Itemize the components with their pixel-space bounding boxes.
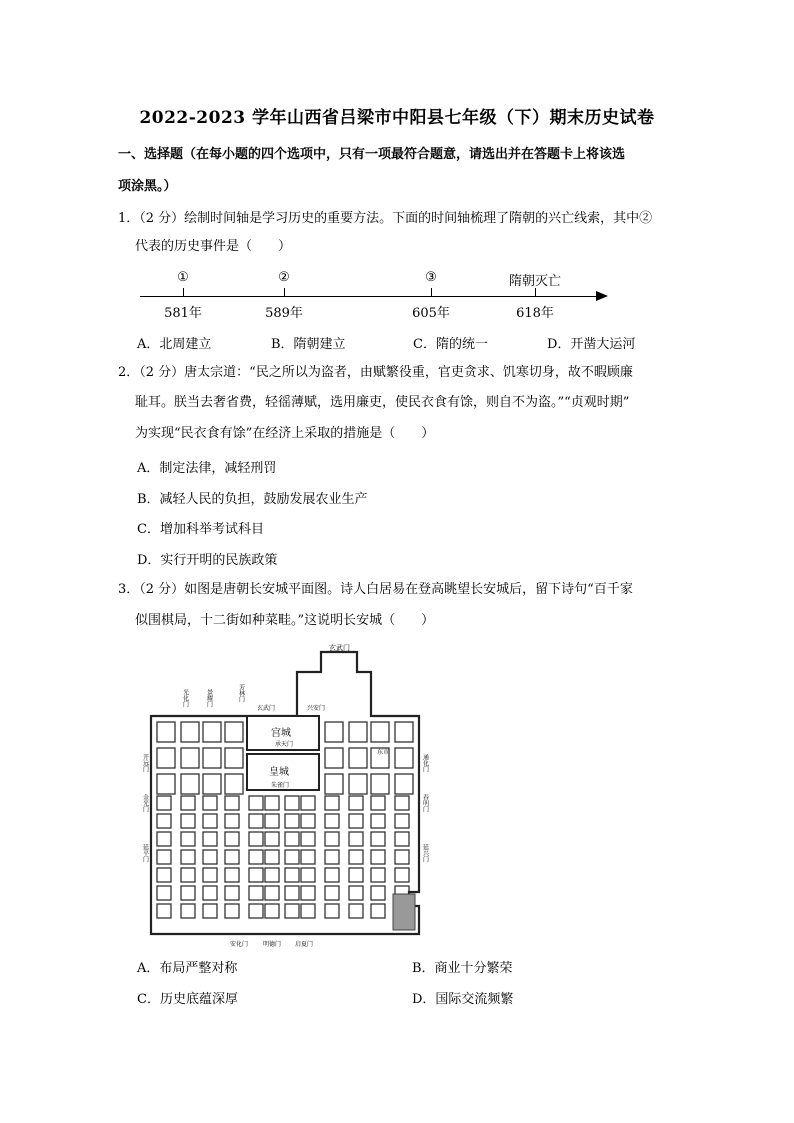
east-gate-3: 延兴门 <box>421 844 429 862</box>
q2-stem-line1: 2．（2 分）唐太宗道：“民之所以为盗者，由赋繁役重，官吏贪求、饥寒切身，故不暇顾廉 <box>118 365 633 380</box>
city-ward-block <box>325 832 339 846</box>
imperial-label: 皇城 <box>269 767 289 778</box>
city-ward-block <box>249 832 263 846</box>
market-east <box>393 894 415 930</box>
city-ward-block <box>249 868 263 882</box>
q1-option-b[interactable]: B．隋朝建立 <box>271 337 346 352</box>
timeline-arrow-icon <box>596 291 608 301</box>
city-ward-block <box>285 850 299 864</box>
city-ward-block <box>157 886 171 900</box>
q2-stem-line3: 为实现“民衣食有馀”在经济上采取的措施是（ ） <box>135 426 435 441</box>
city-ward-block <box>325 748 343 768</box>
city-ward-block <box>395 796 409 810</box>
q2-option-a[interactable]: A．制定法律，减轻刑罚 <box>137 461 277 476</box>
north-gate-2: 景耀门 <box>205 689 213 707</box>
timeline-axis <box>140 296 598 297</box>
city-ward-block <box>325 850 339 864</box>
city-ward-block <box>301 868 315 882</box>
city-ward-block <box>395 850 409 864</box>
city-ward-block <box>325 796 339 810</box>
city-ward-block <box>371 868 385 882</box>
city-ward-block <box>285 904 299 918</box>
q1-option-d[interactable]: D．开凿大运河 <box>547 337 636 352</box>
timeline-tick <box>535 288 536 297</box>
section-heading-line1: 一、选择题（在每小题的四个选项中，只有一项最符合题意，请选出并在答题卡上将该选 <box>118 147 626 162</box>
q1-option-a[interactable]: A．北周建立 <box>137 337 212 352</box>
city-ward-block <box>157 748 175 768</box>
timeline-year: 605年 <box>412 306 450 321</box>
timeline-year: 589年 <box>265 306 303 321</box>
q1-option-c[interactable]: C．隋的统一 <box>413 337 488 352</box>
city-ward-block <box>203 722 221 742</box>
city-ward-block <box>349 748 367 768</box>
timeline-year: 581年 <box>164 306 202 321</box>
south-gate-2: 明德门 <box>263 941 282 948</box>
city-ward-block <box>349 832 363 846</box>
city-ward-block <box>371 832 385 846</box>
south-gate-1: 安化门 <box>230 941 249 948</box>
city-ward-block <box>265 850 279 864</box>
city-ward-block <box>181 814 195 828</box>
q3-stem-line2: 似围棋局，十二街如种菜畦。”这说明长安城（ ） <box>135 613 435 628</box>
city-ward-block <box>349 886 363 900</box>
city-ward-block <box>249 850 263 864</box>
city-ward-block <box>249 796 263 810</box>
city-ward-block <box>285 832 299 846</box>
west-gate-3: 延平门 <box>141 844 149 862</box>
city-ward-block <box>265 814 279 828</box>
changan-city-map <box>141 644 445 948</box>
city-ward-block <box>371 796 385 810</box>
city-ward-block <box>395 774 413 794</box>
q2-option-d[interactable]: D．实行开明的民族政策 <box>137 553 278 568</box>
north-gate-5: 兴安门 <box>307 705 326 712</box>
q2-stem-line2: 耻耳。朕当去奢省费，轻徭薄赋，选用廉吏，使民衣食有馀，则自不为盗。”“贞观时期” <box>135 395 630 410</box>
north-gate-3: 芳林门 <box>237 684 245 702</box>
city-ward-block <box>225 748 243 768</box>
q3-option-d[interactable]: D．国际交流频繁 <box>412 992 514 1007</box>
city-ward-block <box>301 886 315 900</box>
city-ward-block <box>157 832 171 846</box>
q2-option-c[interactable]: C．增加科举考试科目 <box>137 522 264 537</box>
west-gate-2: 金光门 <box>141 794 149 812</box>
city-ward-block <box>301 832 315 846</box>
timeline-tick <box>183 288 184 297</box>
city-ward-block <box>249 904 263 918</box>
city-ward-block <box>265 886 279 900</box>
city-ward-block <box>325 904 339 918</box>
city-ward-block <box>395 832 409 846</box>
city-ward-block <box>349 904 363 918</box>
q1-timeline <box>135 266 615 326</box>
city-ward-block <box>181 850 195 864</box>
city-ward-block <box>203 796 217 810</box>
city-ward-block <box>181 868 195 882</box>
city-ward-block <box>225 850 239 864</box>
city-ward-block <box>395 748 413 768</box>
city-ward-block <box>349 722 367 742</box>
city-ward-block <box>349 774 367 794</box>
city-ward-block <box>325 774 343 794</box>
city-ward-block <box>349 796 363 810</box>
city-ward-block <box>203 774 221 794</box>
city-ward-block <box>225 868 239 882</box>
city-ward-block <box>349 850 363 864</box>
section-heading-line2: 项涂黑。） <box>118 179 177 194</box>
palace-gate-label: 承天门 <box>275 741 294 748</box>
city-ward-block <box>203 814 217 828</box>
city-ward-block <box>265 832 279 846</box>
north-gate-4: 玄武门 <box>257 705 276 712</box>
north-gate-1: 光化门 <box>181 689 189 707</box>
city-ward-block <box>181 722 199 742</box>
city-ward-block <box>371 774 389 794</box>
city-ward-block <box>301 814 315 828</box>
city-ward-block <box>371 886 385 900</box>
city-ward-block <box>301 904 315 918</box>
city-ward-block <box>181 796 195 810</box>
page-title: 2022-2023 学年山西省吕梁市中阳县七年级（下）期末历史试卷 <box>139 108 655 128</box>
city-ward-block <box>225 796 239 810</box>
south-gate-3: 启夏门 <box>295 941 314 948</box>
east-gate-1: 通化门 <box>421 754 429 772</box>
city-ward-block <box>157 774 175 794</box>
city-ward-block <box>203 850 217 864</box>
city-ward-block <box>225 774 243 794</box>
city-ward-block <box>157 722 175 742</box>
imperial-gate-label: 朱雀门 <box>271 782 290 789</box>
city-ward-block <box>325 722 343 742</box>
city-ward-block <box>371 722 389 742</box>
city-ward-block <box>225 814 239 828</box>
palace-label: 宫城 <box>271 728 291 739</box>
city-ward-block <box>285 868 299 882</box>
city-ward-block <box>285 886 299 900</box>
q3-option-b[interactable]: B．商业十分繁荣 <box>412 961 513 976</box>
city-ward-block <box>157 904 171 918</box>
city-ward-block <box>203 886 217 900</box>
city-ward-block <box>249 886 263 900</box>
city-ward-block <box>395 814 409 828</box>
timeline-tick <box>284 288 285 297</box>
timeline-year: 618年 <box>516 306 554 321</box>
city-ward-block <box>157 814 171 828</box>
city-ward-block <box>181 886 195 900</box>
city-ward-block <box>325 814 339 828</box>
timeline-tick <box>431 288 432 297</box>
city-ward-block <box>325 868 339 882</box>
city-ward-block <box>395 868 409 882</box>
city-ward-block <box>181 774 199 794</box>
city-ward-block <box>157 796 171 810</box>
city-ward-block <box>157 850 171 864</box>
timeline-mark-3: ③ <box>425 270 437 285</box>
q3-stem-line1: 3．（2 分）如图是唐朝长安城平面图。诗人白居易在登高眺望长安城后，留下诗句“百千家 <box>118 582 633 597</box>
timeline-mark-1: ① <box>177 270 189 285</box>
q1-stem-line1: 1．（2 分）绘制时间轴是学习历史的重要方法。下面的时间轴梳理了隋朝的兴亡线索，其中② <box>118 211 653 226</box>
west-gate-1: 开远门 <box>141 754 149 772</box>
city-ward-block <box>203 748 221 768</box>
timeline-mark-4: 隋朝灭亡 <box>508 274 562 289</box>
city-ward-block <box>225 904 239 918</box>
city-ward-block <box>371 904 385 918</box>
city-ward-block <box>395 722 413 742</box>
city-ward-block <box>285 814 299 828</box>
city-ward-block <box>225 832 239 846</box>
q1-stem-line2: 代表的历史事件是（ ） <box>135 239 292 254</box>
city-ward-block <box>265 868 279 882</box>
city-ward-block <box>301 796 315 810</box>
market-east-label: 东市 <box>377 749 390 756</box>
city-ward-block <box>301 850 315 864</box>
city-ward-block <box>265 904 279 918</box>
city-ward-block <box>225 722 243 742</box>
city-ward-block <box>325 886 339 900</box>
q3-option-a[interactable]: A．布局严整对称 <box>137 961 238 976</box>
city-ward-block <box>371 814 385 828</box>
top-gate-label: 玄武门 <box>329 644 350 652</box>
east-gate-2: 春明门 <box>421 794 429 812</box>
city-ward-block <box>181 748 199 768</box>
city-ward-block <box>203 832 217 846</box>
city-ward-block <box>157 868 171 882</box>
city-ward-block <box>349 868 363 882</box>
city-ward-block <box>225 886 239 900</box>
city-ward-block <box>249 814 263 828</box>
city-ward-block <box>285 796 299 810</box>
city-ward-block <box>181 904 195 918</box>
q3-option-c[interactable]: C．历史底蕴深厚 <box>137 992 238 1007</box>
timeline-mark-2: ② <box>278 270 290 285</box>
q2-option-b[interactable]: B．减轻人民的负担，鼓励发展农业生产 <box>137 492 368 507</box>
city-ward-block <box>181 832 195 846</box>
city-ward-block <box>349 814 363 828</box>
city-ward-block <box>371 850 385 864</box>
city-ward-block <box>265 796 279 810</box>
city-ward-block <box>203 904 217 918</box>
city-ward-block <box>203 868 217 882</box>
